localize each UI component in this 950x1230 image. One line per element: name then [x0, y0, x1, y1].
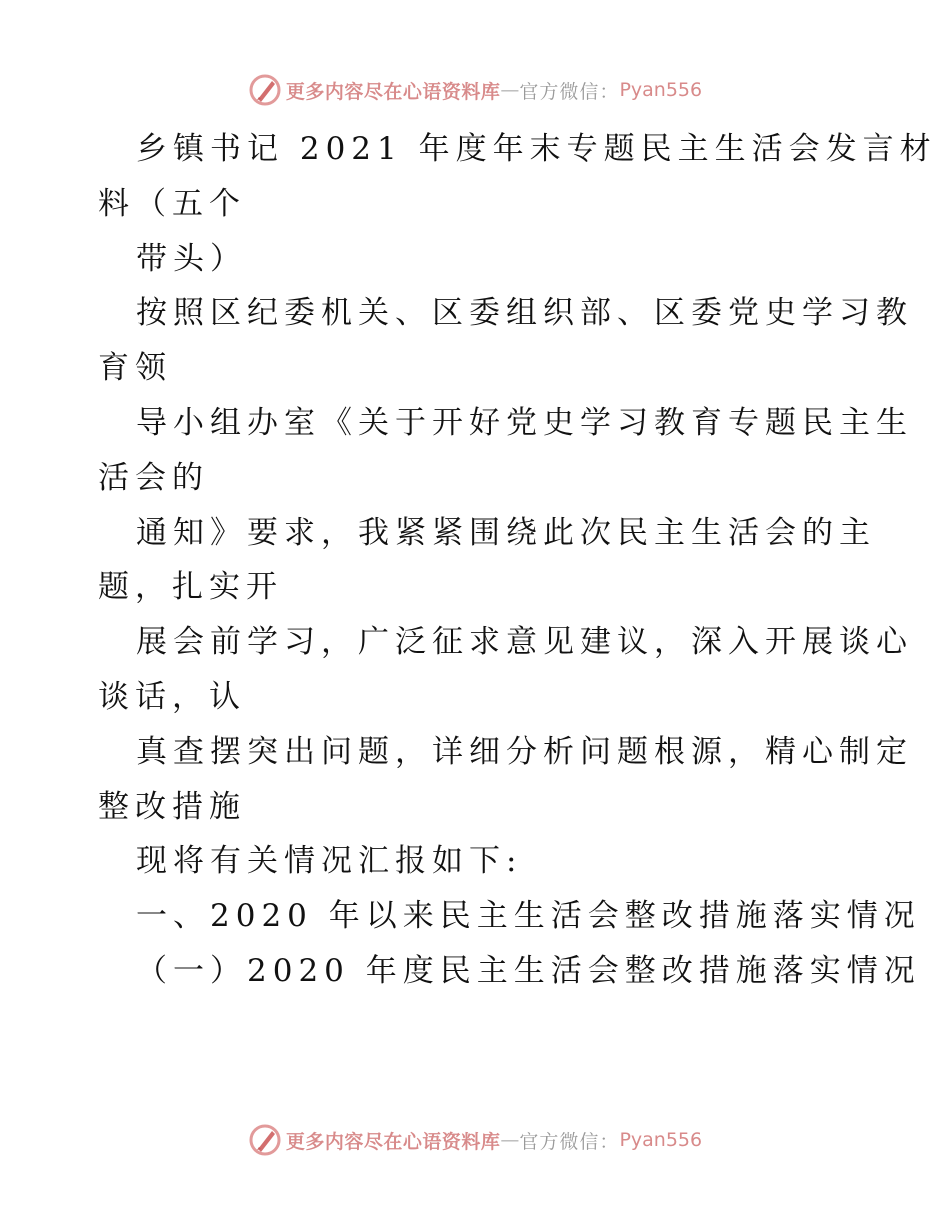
watermark-dash: —	[500, 79, 520, 101]
text-line: 整改措施	[98, 788, 246, 825]
pen-logo-icon	[248, 1123, 282, 1157]
text-line: 通知》要求，我紧紧围绕此次民主生活会的主	[136, 514, 876, 551]
text-line: 育领	[98, 350, 172, 387]
document-body	[98, 122, 937, 999]
watermark-header	[0, 70, 950, 110]
text-line: 一、2020 年以来民主生活会整改措施落实情况	[136, 898, 921, 935]
text-line: 展会前学习，广泛征求意见建议，深入开展谈心	[136, 624, 913, 661]
watermark-footer	[0, 1120, 950, 1160]
watermark-wechat-label: 官方微信：	[519, 1130, 620, 1153]
watermark-wechat-id: Pyan556	[619, 1129, 703, 1151]
text-line: 带头）	[136, 240, 247, 277]
text-line: 乡镇书记 2021 年度年末专题民主生活会发言材	[136, 131, 937, 167]
watermark-wechat-id: Pyan556	[619, 79, 703, 101]
text-line: 料（五个	[98, 185, 246, 222]
text-line: 真查摆突出问题，详细分析问题根源，精心制定	[136, 733, 913, 770]
text-line: （一）2020 年度民主生活会整改措施落实情况	[136, 952, 921, 989]
watermark-main-text: 更多内容尽在心语资料库	[285, 80, 501, 103]
watermark-wechat-label: 官方微信：	[519, 80, 620, 103]
watermark-dash: —	[500, 1129, 520, 1151]
text-line: 题，扎实开	[98, 569, 283, 606]
watermark-main-text: 更多内容尽在心语资料库	[285, 1130, 501, 1153]
text-line: 现将有关情况汇报如下:	[136, 843, 523, 880]
text-line: 导小组办室《关于开好党史学习教育专题民主生	[136, 404, 913, 441]
text-line: 谈话，认	[98, 678, 246, 715]
pen-logo-icon	[248, 73, 282, 107]
text-line: 活会的	[98, 459, 209, 496]
text-line: 按照区纪委机关、区委组织部、区委党史学习教	[136, 295, 913, 332]
